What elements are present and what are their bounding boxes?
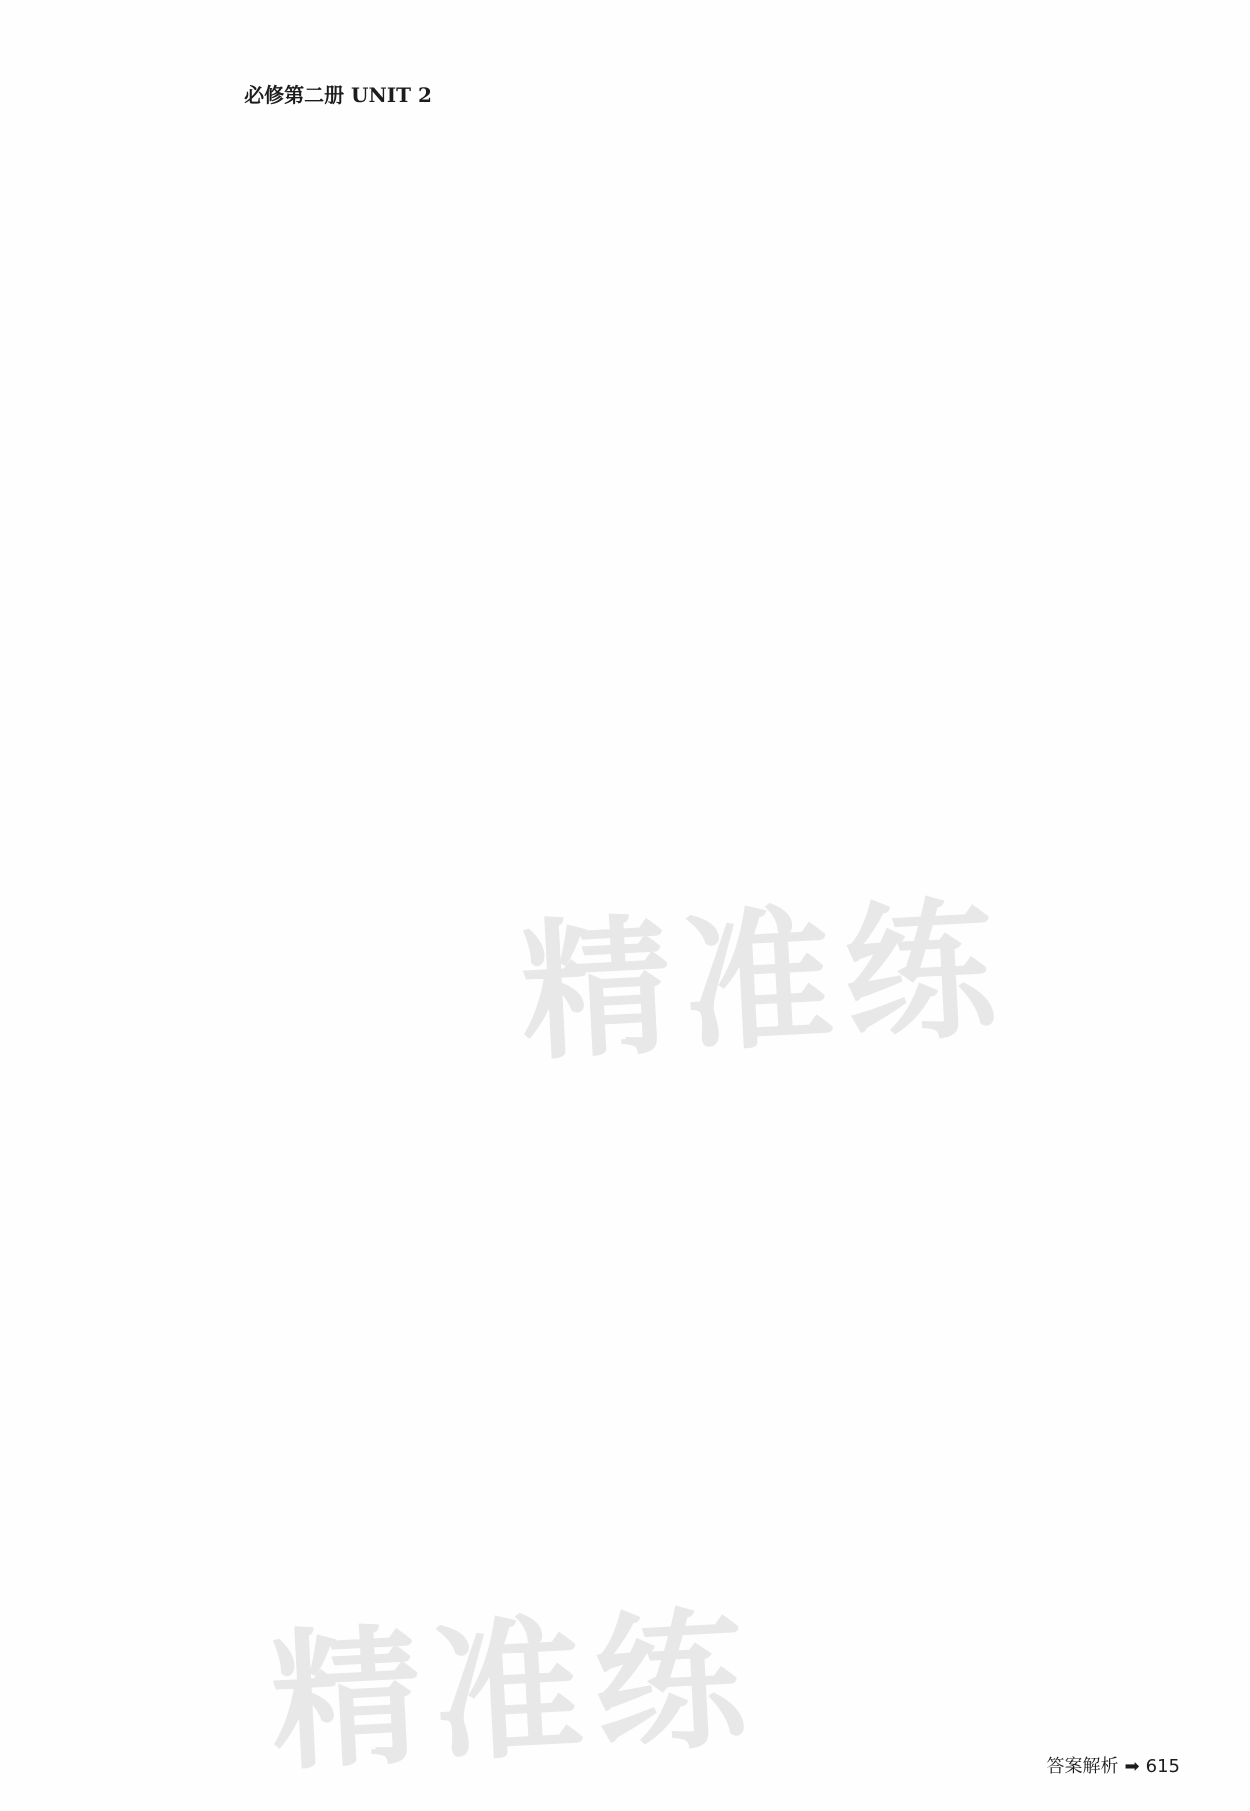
page-number: 615 xyxy=(1145,1756,1180,1777)
watermark: 精准练 xyxy=(516,882,1011,1082)
arrow-right-icon: ➡ xyxy=(1124,1756,1140,1777)
footer-label: 答案解析 xyxy=(1046,1756,1119,1777)
page-footer xyxy=(1047,1752,1180,1778)
left-column xyxy=(70,72,606,114)
watermark: 精准练 xyxy=(266,1592,761,1792)
unit-heading: 必修第二册 UNIT 2 xyxy=(244,83,432,107)
